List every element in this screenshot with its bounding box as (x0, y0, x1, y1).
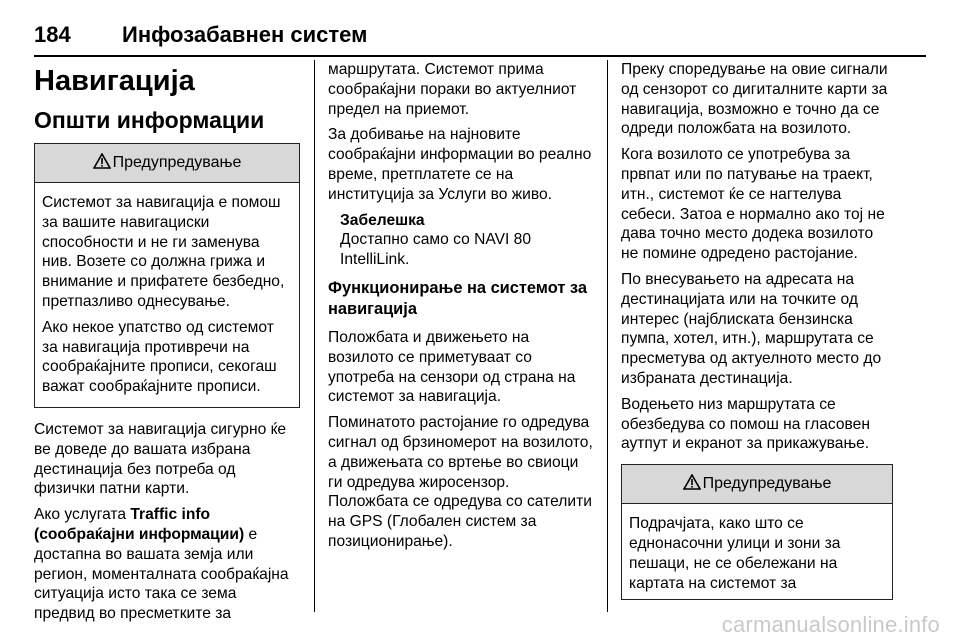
traffic-info-term: Traffic info (сообраќајни информации) (34, 506, 245, 543)
warning-paragraph: Системот за навигација е помош за вашите навигациски способности и не ги заменува нив. Возете со должна грижа и внимание и прифатете безбедно, претпазливо однесување. (42, 194, 285, 310)
body-paragraph: Водењето низ маршрутата се обезбедува со помош на гласовен аутпут и екранот за прикажување. (621, 395, 870, 453)
page-number: 184 (34, 22, 71, 47)
column-divider (607, 60, 608, 612)
chapter-title: Инфозабавнен систем (122, 22, 368, 47)
warning-box (621, 464, 893, 600)
warning-label: Предупредување (112, 154, 242, 171)
section-title: Навигација (34, 65, 195, 97)
body-paragraph: Кога возилото се употребува за првпат или по патување на траект, итн., системот ќе се нагтелува себеси. Затоа е нормално ако тој не дава точно место додека возилото не помине одредено растојание. (621, 146, 885, 263)
warning-header (35, 144, 299, 183)
subsection-heading: Функционирање на системот за навигација (328, 278, 587, 318)
warning-header (622, 465, 892, 504)
body-paragraph: Системот за навигација сигурно ќе ве доведе до вашата избрана дестинација без потреба од физички патни карти. (34, 420, 287, 498)
body-paragraph: За добивање на најновите сообраќајни информации во реално време, претплатете се на институција за Услуги во живо. (328, 126, 592, 203)
page-header (34, 22, 926, 56)
warning-body (622, 504, 892, 593)
warning-label: Предупредување (702, 475, 832, 493)
body-paragraph: маршрутата. Системот прима сообраќајни пораки во актуелниот предел на приемот. (328, 61, 577, 118)
column-divider (314, 60, 315, 612)
warning-body (35, 183, 299, 407)
header-rule (34, 55, 926, 57)
text-run: е достапна во вашата земја или регион, моменталната сообраќајна ситуација исто така се зема предвид во пресметките за (34, 525, 289, 623)
watermark: carmanualsonline.info (721, 612, 940, 637)
warning-triangle-icon (93, 146, 111, 184)
note-block (328, 211, 593, 270)
column-1 (34, 60, 300, 630)
column-2 (328, 60, 593, 558)
body-paragraph (34, 505, 300, 624)
body-paragraph: Поминатото растојание го одредува сигнал од брзиномерот на возилото, а движењата со вртење во свиоци ги одредува жиросензор. Положбата се одредува со сателити на GPS (Глобален систем за позиционирање). (328, 414, 593, 550)
body-paragraph: Положбата и движењето на возилото се приметуваат со употреба на сензори од страна на системот за навигација. (328, 328, 576, 406)
body-paragraph: Преку споредување на овие сигнали од сензорот со дигиталните карти за навигација, возможно е точно да се одреди положбата на возилото. (621, 61, 888, 138)
text-run: Ако услугата (34, 506, 131, 524)
warning-paragraph: Подрачјата, како што се еднонасочни улици и зони за пешаци, не се обележани на картата на системот за (629, 515, 841, 592)
body-paragraph: По внесувањето на адресата на дестинацијата или на точките од интерес (најблиската бензинска пумпа, хотел, итн.), маршрутата се пресметува од актуелното место до избраната дестинација. (621, 270, 882, 387)
note-text: Достапно само со NAVI 80 IntelliLink. (340, 231, 531, 269)
column-3 (621, 60, 893, 612)
section-subtitle: Општи информации (34, 107, 265, 133)
warning-box (34, 143, 300, 408)
note-title: Забелешка (340, 211, 425, 229)
warning-paragraph: Ако некое упатство од системот за навигација противречи на сообраќајните прописи, секогаш важат сообраќајните прописи. (42, 318, 277, 396)
warning-triangle-icon (683, 467, 701, 505)
